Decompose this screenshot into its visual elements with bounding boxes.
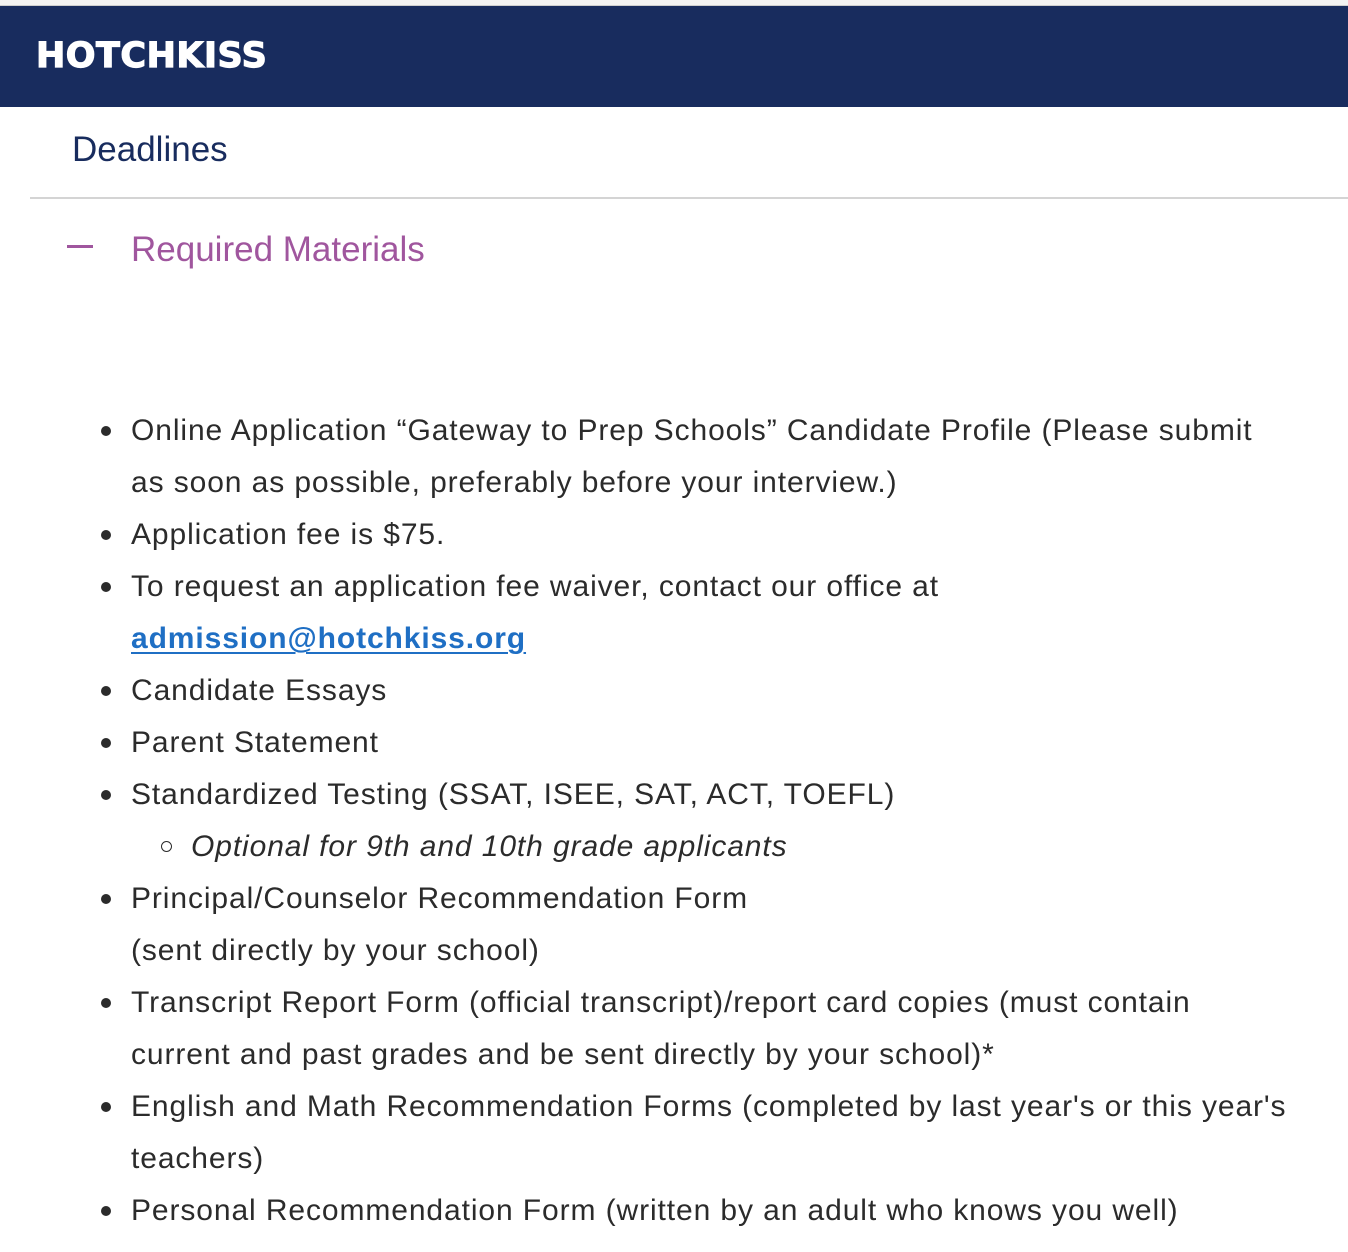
list-item-text: English and Math Recommendation Forms (completed by last year's or this year's teachers) (131, 1090, 1287, 1175)
list-item (0, 1081, 1348, 1185)
list-item-text: Standardized Testing (SSAT, ISEE, SAT, ACT, TOEFL) (131, 778, 896, 811)
list-item (0, 405, 1348, 509)
list-item-text: Transcript Report Form (official transcript)/report card copies (must contain current and past grades and be sent directly by your school)* (131, 986, 1191, 1071)
site-header (0, 6, 1348, 107)
list-item-text: Online Application “Gateway to Prep Schools” Candidate Profile (Please submit as soon as possible, preferably before your interview.) (131, 414, 1253, 499)
minus-icon[interactable] (67, 245, 93, 248)
list-item (0, 665, 1348, 717)
sub-list-item-text: Optional for 9th and 10th grade applicants (191, 830, 788, 863)
list-item-text: To request an application fee waiver, contact our office at (131, 570, 940, 603)
list-item (0, 873, 1348, 977)
list-item (0, 509, 1348, 561)
accordion-required-materials-toggle[interactable]: Required Materials (131, 230, 425, 269)
sub-list-item (131, 821, 1288, 873)
list-item-text: Personal Recommendation Form (written by an adult who knows you well) (131, 1194, 1179, 1227)
accordion-deadlines-toggle[interactable]: Deadlines (72, 130, 228, 169)
list-item-text: Principal/Counselor Recommendation Form (131, 882, 749, 915)
standardized-testing-sublist (131, 821, 1288, 873)
list-item-text: Application fee is $75. (131, 518, 446, 551)
list-item (0, 717, 1348, 769)
list-item (0, 561, 1348, 665)
accordion-divider (30, 197, 1348, 199)
hotchkiss-logo[interactable]: HOTCHKISS (36, 36, 268, 76)
list-item (0, 1185, 1348, 1237)
required-materials-list (0, 405, 1348, 1237)
list-item-text-continued: (sent directly by your school) (131, 934, 540, 967)
list-item (0, 769, 1348, 873)
admission-email-link[interactable]: admission@hotchkiss.org (131, 622, 527, 655)
list-item (0, 977, 1348, 1081)
list-item-text: Parent Statement (131, 726, 379, 759)
list-item-text: Candidate Essays (131, 674, 388, 707)
